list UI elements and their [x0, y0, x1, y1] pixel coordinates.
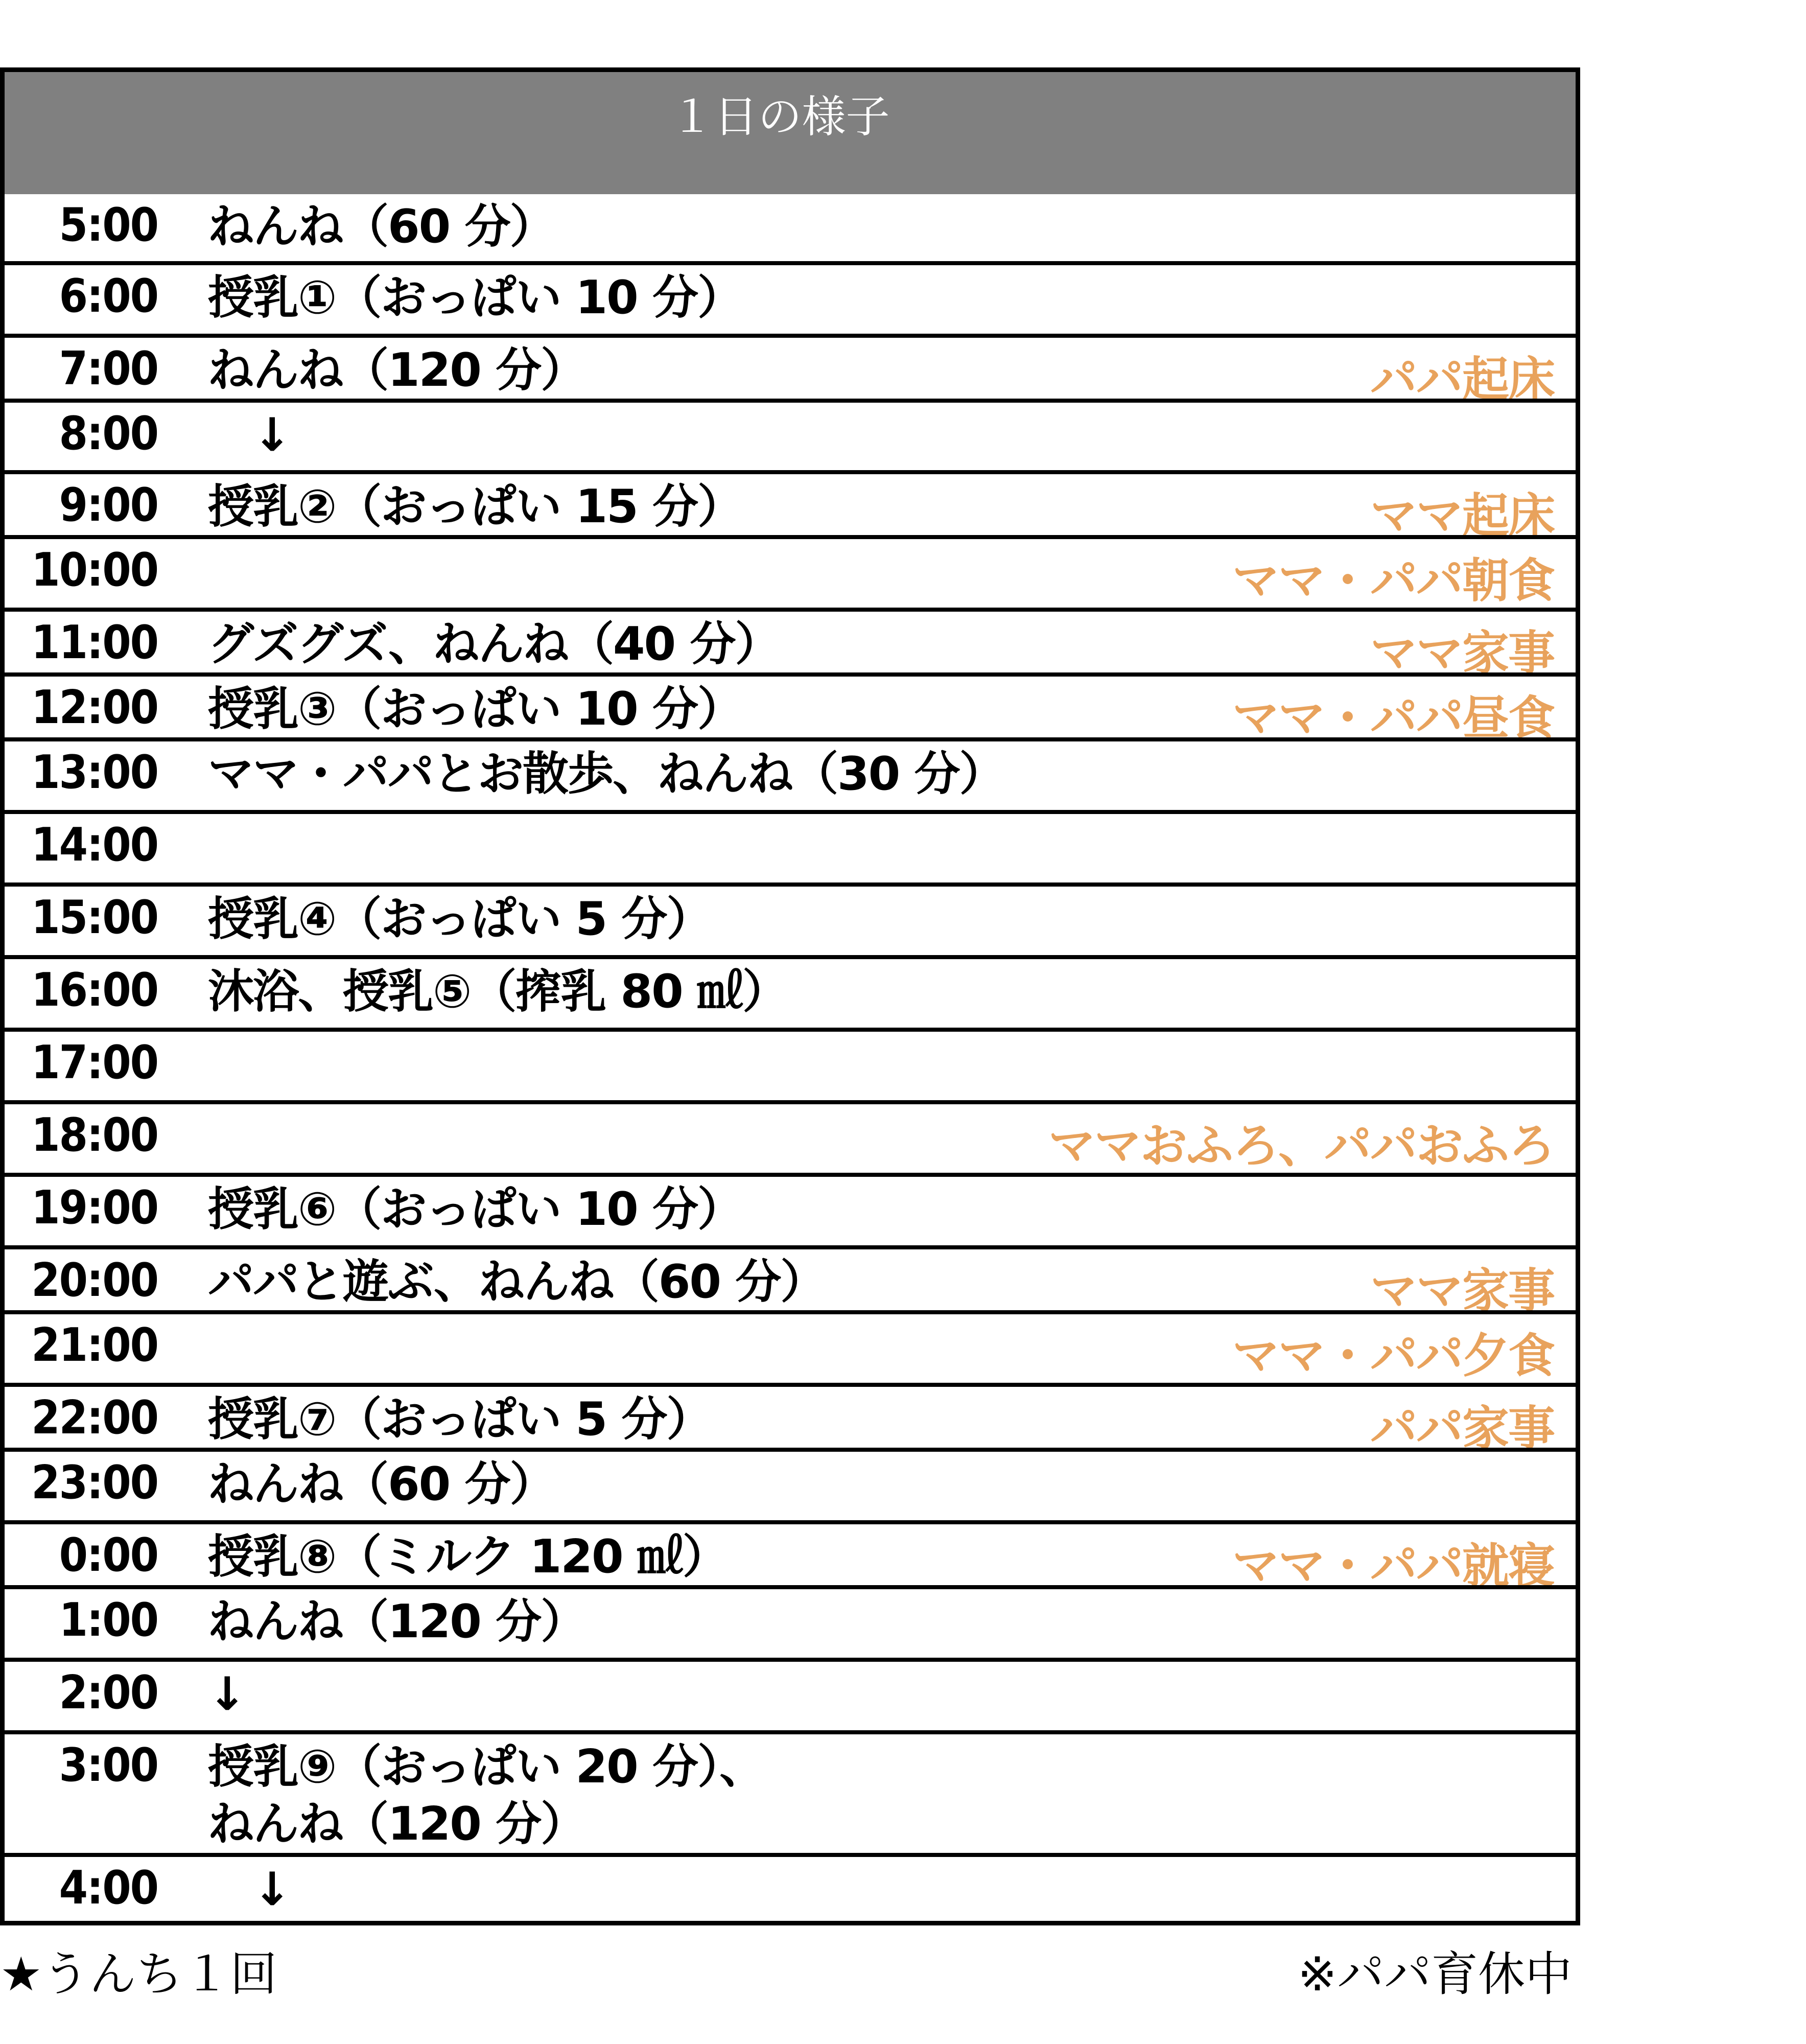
schedule-row: [5, 1383, 1576, 1456]
schedule-row: [5, 955, 1576, 1028]
row-activity: ↓: [208, 408, 291, 462]
footer-poop-count: ★うんち１回: [0, 1947, 277, 2002]
schedule-row: [5, 535, 1576, 608]
schedule-row: [5, 608, 1576, 681]
row-activity: [208, 539, 1576, 543]
row-activity: ↓: [208, 1667, 246, 1721]
row-time: 8:00: [59, 407, 158, 460]
schedule-row: [5, 194, 1576, 261]
row-time: 13:00: [31, 746, 158, 799]
row-time: 21:00: [31, 1318, 158, 1372]
row-time: 11:00: [31, 616, 158, 669]
row-activity: ねんね（120 分）: [208, 1595, 586, 1648]
schedule-row: [5, 1448, 1576, 1520]
row-note: ママ起床: [1370, 489, 1554, 543]
row-activity: [208, 1104, 1576, 1108]
row-activity: 授乳④（おっぱい 5 分）: [208, 892, 712, 946]
row-activity: ねんね（60 分）: [208, 200, 555, 253]
schedule-row: [5, 1100, 1576, 1173]
row-activity: 授乳②（おっぱい 15 分）: [208, 480, 743, 533]
row-activity: [208, 1314, 1576, 1318]
table-title: １日の様子: [5, 72, 1576, 194]
row-note: ママ・パパ就寝: [1232, 1539, 1554, 1593]
schedule-table: [0, 67, 1580, 1925]
row-activity: [208, 814, 1576, 818]
schedule-row: [5, 470, 1576, 543]
row-note: パパ家事: [1370, 1401, 1554, 1456]
row-note: ママ家事: [1370, 1264, 1554, 1318]
row-activity: 授乳⑧（ミルク 120 ㎖）: [208, 1530, 728, 1584]
row-time: 4:00: [59, 1861, 158, 1915]
row-note: ママ・パパ朝食: [1232, 553, 1554, 608]
row-time: 3:00: [59, 1738, 158, 1792]
row-time: 9:00: [59, 478, 158, 532]
row-activity: ねんね（120 分）: [208, 343, 586, 397]
row-activity: 授乳⑨（おっぱい 20 分）、 ねんね（120 分）: [208, 1740, 765, 1851]
schedule-row: [5, 810, 1576, 882]
row-time: 17:00: [31, 1036, 158, 1089]
schedule-row: [5, 1853, 1576, 1921]
row-time: 19:00: [31, 1181, 158, 1235]
row-time: 15:00: [31, 891, 158, 944]
schedule-row: [5, 1028, 1576, 1100]
row-time: 1:00: [59, 1593, 158, 1647]
row-time: 5:00: [59, 198, 158, 252]
row-activity: パパと遊ぶ、ねんね（60 分）: [208, 1255, 826, 1309]
row-activity: ねんね（60 分）: [208, 1457, 555, 1511]
row-activity: 授乳⑥（おっぱい 10 分）: [208, 1182, 743, 1236]
schedule-row: [5, 399, 1576, 470]
schedule-row: [5, 1245, 1576, 1318]
row-time: 20:00: [31, 1253, 158, 1307]
row-activity: 授乳①（おっぱい 10 分）: [208, 271, 743, 324]
row-activity: グズグズ、ねんね（40 分）: [208, 617, 780, 671]
row-time: 14:00: [31, 818, 158, 872]
row-note: ママおふろ、パパおふろ: [1048, 1119, 1554, 1173]
row-activity: 授乳③（おっぱい 10 分）: [208, 682, 743, 736]
schedule-row: [5, 882, 1576, 955]
schedule-row: [5, 1658, 1576, 1730]
row-time: 16:00: [31, 963, 158, 1017]
row-note: ママ・パパ昼食: [1232, 691, 1554, 746]
row-activity: [208, 1032, 1576, 1036]
row-time: 2:00: [59, 1666, 158, 1720]
schedule-row: [5, 1520, 1576, 1593]
schedule-row: [5, 1173, 1576, 1245]
row-activity: 授乳⑦（おっぱい 5 分）: [208, 1392, 712, 1446]
row-activity: 沐浴、授乳⑤（搾乳 80 ㎖）: [208, 965, 788, 1018]
row-time: 0:00: [59, 1528, 158, 1582]
row-time: 22:00: [31, 1391, 158, 1445]
row-time: 18:00: [31, 1108, 158, 1162]
row-time: 10:00: [31, 543, 158, 597]
schedule-rows: [5, 194, 1576, 1921]
schedule-row: [5, 1730, 1576, 1853]
row-activity: ↓: [208, 1863, 291, 1916]
row-time: 23:00: [31, 1456, 158, 1509]
schedule-row: [5, 672, 1576, 746]
footer-paternity-leave-note: ※パパ育休中: [1298, 1947, 1573, 2002]
row-time: 12:00: [31, 681, 158, 734]
row-note: ママ・パパ夕食: [1232, 1329, 1554, 1383]
row-time: 6:00: [59, 269, 158, 323]
schedule-row: [5, 1585, 1576, 1658]
schedule-row: [5, 261, 1576, 334]
row-time: 7:00: [59, 342, 158, 396]
schedule-row: [5, 334, 1576, 407]
schedule-row: [5, 737, 1576, 810]
row-note: ママ家事: [1370, 626, 1554, 681]
row-activity: ママ・パパとお散歩、ねんね（30 分）: [208, 747, 1004, 801]
row-note: パパ起床: [1370, 352, 1554, 407]
schedule-row: [5, 1310, 1576, 1383]
